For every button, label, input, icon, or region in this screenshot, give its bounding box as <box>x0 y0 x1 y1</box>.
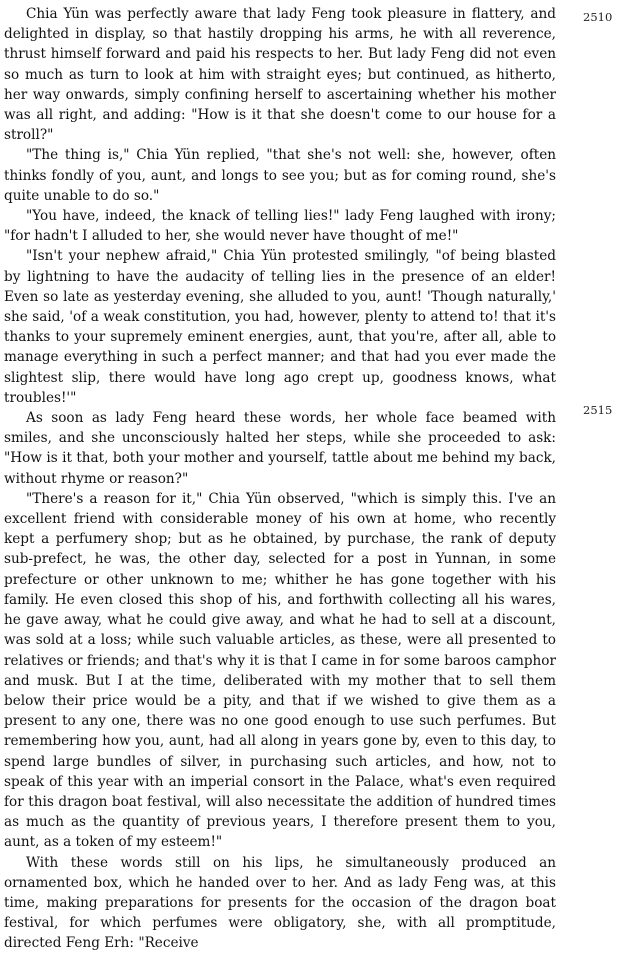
paragraph: Chia Yün was perfectly aware that lady Feng took pleasure in flattery, and delighted in display, so that hastily dropping his arms, he with all reverence, thrust himself forward and paid his respects to her. But lady Feng did not even so much as turn to look at him with straight eyes; but continued, as hitherto, her way onwards, simply confining herself to ascertaining whether his mother was all right, and adding: "How is it that she doesn't come to our house for a stroll?" <box>4 6 556 144</box>
paragraph: With these words still on his lips, he simultaneously produced an ornamented box, which he handed over to her. And as lady Feng was, at this time, making preparations for presents for the occasion of the dragon boat festival, for which perfumes were obligatory, she, with all promptitude, directed Feng Erh: "Receive <box>4 854 556 952</box>
text-column <box>4 4 556 954</box>
paragraph: "You have, indeed, the knack of telling lies!" lady Feng laughed with irony; "for hadn't I alluded to her, she would never have thought of me!" <box>4 208 556 245</box>
paragraph: "Isn't your nephew afraid," Chia Yün protested smilingly, "of being blasted by lightning to have the audacity of telling lies in the presence of an elder! Even so late as yesterday evening, she alluded to you, aunt! 'Though naturally,' she said, 'of a weak constitution, you had, however, plenty to attend to! that it's thanks to your supremely eminent energies, aunt, that you're, after all, able to manage everything in such a perfect manner; and that had you ever made the slightest slip, there would have long ago crept up, goodness knows, what troubles!'" <box>4 248 556 406</box>
paragraph: "There's a reason for it," Chia Yün observed, "which is simply this. I've an excellent friend with considerable money of his own at home, who recently kept a perfumery shop; but as he obtained, by purchase, the rank of deputy sub-prefect, he was, the other day, selected for a post in Yunnan, in some prefecture or other unknown to me; whither he has gone together with his family. He even closed this shop of his, and forthwith collecting all his wares, he gave away, what he could give away, and what he had to sell at a discount, was sold at a loss; while such valuable articles, as these, were all presented to relatives or friends; and that's why it is that I came in for some baroos camphor and musk. But I at the time, deliberated with my mother that to sell them below their price would be a pity, and that if we wished to give them as a present to any one, there was no one good enough to use such perfumes. But remembering how you, aunt, had all along in years gone by, even to this day, to spend large bundles of silver, in purchasing such articles, and how, not to speak of this year with an imperial consort in the Palace, what's even required for this dragon boat festival, will also necessitate the addition of hundred times as much as the quantity of previous years, I therefore present them to you, aunt, as a token of my esteem!" <box>4 490 556 851</box>
line-number: 2515 <box>583 403 613 417</box>
paragraph: As soon as lady Feng heard these words, her whole face beamed with smiles, and she unconsciously halted her steps, while she proceeded to ask: "How is it that, both your mother and yourself, tattle about me behind my back, without rhyme or reason?" <box>4 410 556 487</box>
paragraph: "The thing is," Chia Yün replied, "that she's not well: she, however, often thinks fondly of you, aunt, and longs to see you; but as for coming round, she's quite unable to do so." <box>4 147 556 204</box>
line-number: 2510 <box>583 10 613 24</box>
